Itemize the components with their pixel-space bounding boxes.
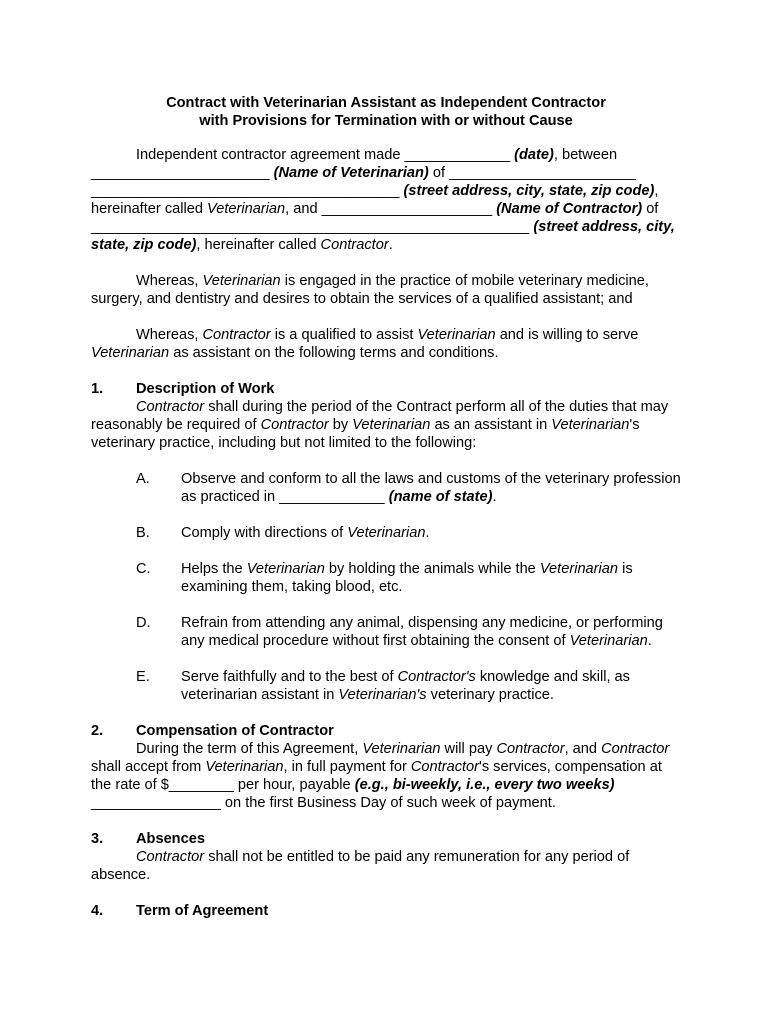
veterinarian-term: Veterinarian [551, 417, 630, 433]
item-text: Serve faithfully and to the best of [181, 669, 398, 685]
section-text: ________________ on the first Business Day of such week of payment. [91, 795, 556, 811]
list-item-a [91, 470, 681, 506]
contractor-term: Contractor [202, 327, 271, 343]
section-number: 1. [91, 381, 104, 397]
item-label: B. [136, 525, 150, 541]
item-label: E. [136, 669, 150, 685]
list-item-b [91, 524, 681, 542]
veterinarian-term: Veterinarian [347, 525, 426, 541]
document-body [91, 94, 681, 920]
title-line-1: Contract with Veterinarian Assistant as Independent Contractor [166, 95, 606, 111]
whereas-text: and is willing to serve [495, 327, 639, 343]
item-text: by holding the animals while the [324, 561, 540, 577]
section-text: shall accept from [91, 759, 206, 775]
section-title: Absences [136, 831, 205, 847]
veterinarian-term: Veterinarian's [338, 687, 427, 703]
item-text: . [492, 489, 497, 505]
item-label: C. [136, 561, 151, 577]
section-title: Compensation of Contractor [136, 723, 334, 739]
section-1-heading [91, 380, 681, 398]
section-text: 's services, compensation at the rate of $________ per hour, payable [91, 759, 662, 793]
section-3-heading [91, 830, 681, 848]
whereas-paragraph-2 [91, 326, 681, 362]
item-text: Observe and conform to all the laws and customs of the veterinary profession as practiced in _____________ [181, 471, 681, 505]
whereas-paragraph-1 [91, 272, 681, 308]
section-text: During the term of this Agreement, [136, 741, 363, 757]
item-text: . [647, 633, 652, 649]
date-placeholder: (date) [514, 147, 554, 163]
section-text: shall during the period of the Contract perform all of the duties that may reasonably be required of [91, 399, 669, 433]
contractor-term: Contractor [320, 237, 389, 253]
veterinarian-term: Veterinarian [539, 561, 619, 577]
item-text: Comply with directions of [181, 525, 348, 541]
contractor-term: Contractor's [397, 669, 476, 685]
item-label: A. [136, 471, 150, 487]
state-placeholder: (name of state) [388, 489, 493, 505]
item-text: Refrain from attending any animal, dispensing any medicine, or performing any medical procedure without first obtaining the consent of [181, 615, 663, 649]
intro-text: , hereinafter called [91, 183, 659, 217]
contractor-name-placeholder: (Name of Contractor) [496, 201, 643, 217]
intro-text: , hereinafter called [196, 237, 321, 253]
intro-paragraph [91, 146, 681, 254]
item-label: D. [136, 615, 151, 631]
item-text: Helps the [181, 561, 247, 577]
title-line-2: with Provisions for Termination with or without Cause [199, 113, 573, 129]
veterinarian-name-placeholder: (Name of Veterinarian) [273, 165, 429, 181]
section-text: , and [564, 741, 602, 757]
item-text: is examining them, taking blood, etc. [181, 561, 633, 595]
intro-text: , between ______________________ [91, 147, 618, 181]
whereas-text: is engaged in the practice of mobile veterinary medicine, surgery, and dentistry and desires to obtain the services of a qualified assistant; and [91, 273, 649, 307]
section-3-body [91, 848, 681, 884]
contractor-term: Contractor [136, 399, 205, 415]
contractor-term: Contractor [136, 849, 205, 865]
veterinarian-term: Veterinarian [569, 633, 648, 649]
section-number: 2. [91, 723, 104, 739]
section-2-heading [91, 722, 681, 740]
veterinarian-term: Veterinarian [207, 201, 286, 217]
list-item-d [91, 614, 681, 650]
section-1-body [91, 398, 681, 452]
veterinarian-term: Veterinarian [246, 561, 325, 577]
whereas-text: is a qualified to assist [270, 327, 418, 343]
whereas-text: Whereas, [136, 327, 203, 343]
item-text: knowledge and skill, as veterinarian assistant in [181, 669, 630, 703]
list-item-c [91, 560, 681, 596]
item-text: . [425, 525, 430, 541]
veterinarian-term: Veterinarian [205, 759, 284, 775]
section-text: as an assistant in [430, 417, 552, 433]
contractor-term: Contractor [410, 759, 480, 775]
veterinarian-term: Veterinarian [91, 345, 170, 361]
item-text: veterinary practice. [426, 687, 554, 703]
contractor-term: Contractor [601, 741, 670, 757]
list-item-e [91, 668, 681, 704]
payment-schedule-placeholder: (e.g., bi-weekly, i.e., every two weeks) [354, 777, 615, 793]
veterinarian-term: Veterinarian [362, 741, 441, 757]
intro-text: , and _____________________ [285, 201, 497, 217]
contractor-address-placeholder: (street address, city, state, zip code) [91, 219, 675, 253]
section-text: 's veterinary practice, including but not limited to the following: [91, 417, 640, 451]
section-number: 4. [91, 903, 104, 919]
section-text: will pay [440, 741, 497, 757]
section-number: 3. [91, 831, 104, 847]
whereas-text: Whereas, [136, 273, 203, 289]
veterinarian-term: Veterinarian [417, 327, 496, 343]
intro-text: of ______________________________________________________ [91, 201, 659, 235]
section-title: Description of Work [136, 381, 275, 397]
veterinarian-term: Veterinarian [352, 417, 431, 433]
veterinarian-term: Veterinarian [202, 273, 281, 289]
contractor-term: Contractor [496, 741, 565, 757]
section-title: Term of Agreement [136, 903, 269, 919]
veterinarian-address-placeholder: (street address, city, state, zip code) [403, 183, 655, 199]
contractor-term: Contractor [260, 417, 329, 433]
intro-text: Independent contractor agreement made _____________ [136, 147, 515, 163]
whereas-text: as assistant on the following terms and conditions. [169, 345, 499, 361]
section-text: shall not be entitled to be paid any remuneration for any period of absence. [91, 849, 630, 883]
document-title [91, 94, 681, 130]
intro-text: of _______________________ ______________________________________ [91, 165, 636, 199]
intro-text: . [388, 237, 393, 253]
section-2-body [91, 740, 681, 812]
section-text: by [328, 417, 353, 433]
section-4-heading [91, 902, 681, 920]
section-text: , in full payment for [283, 759, 411, 775]
